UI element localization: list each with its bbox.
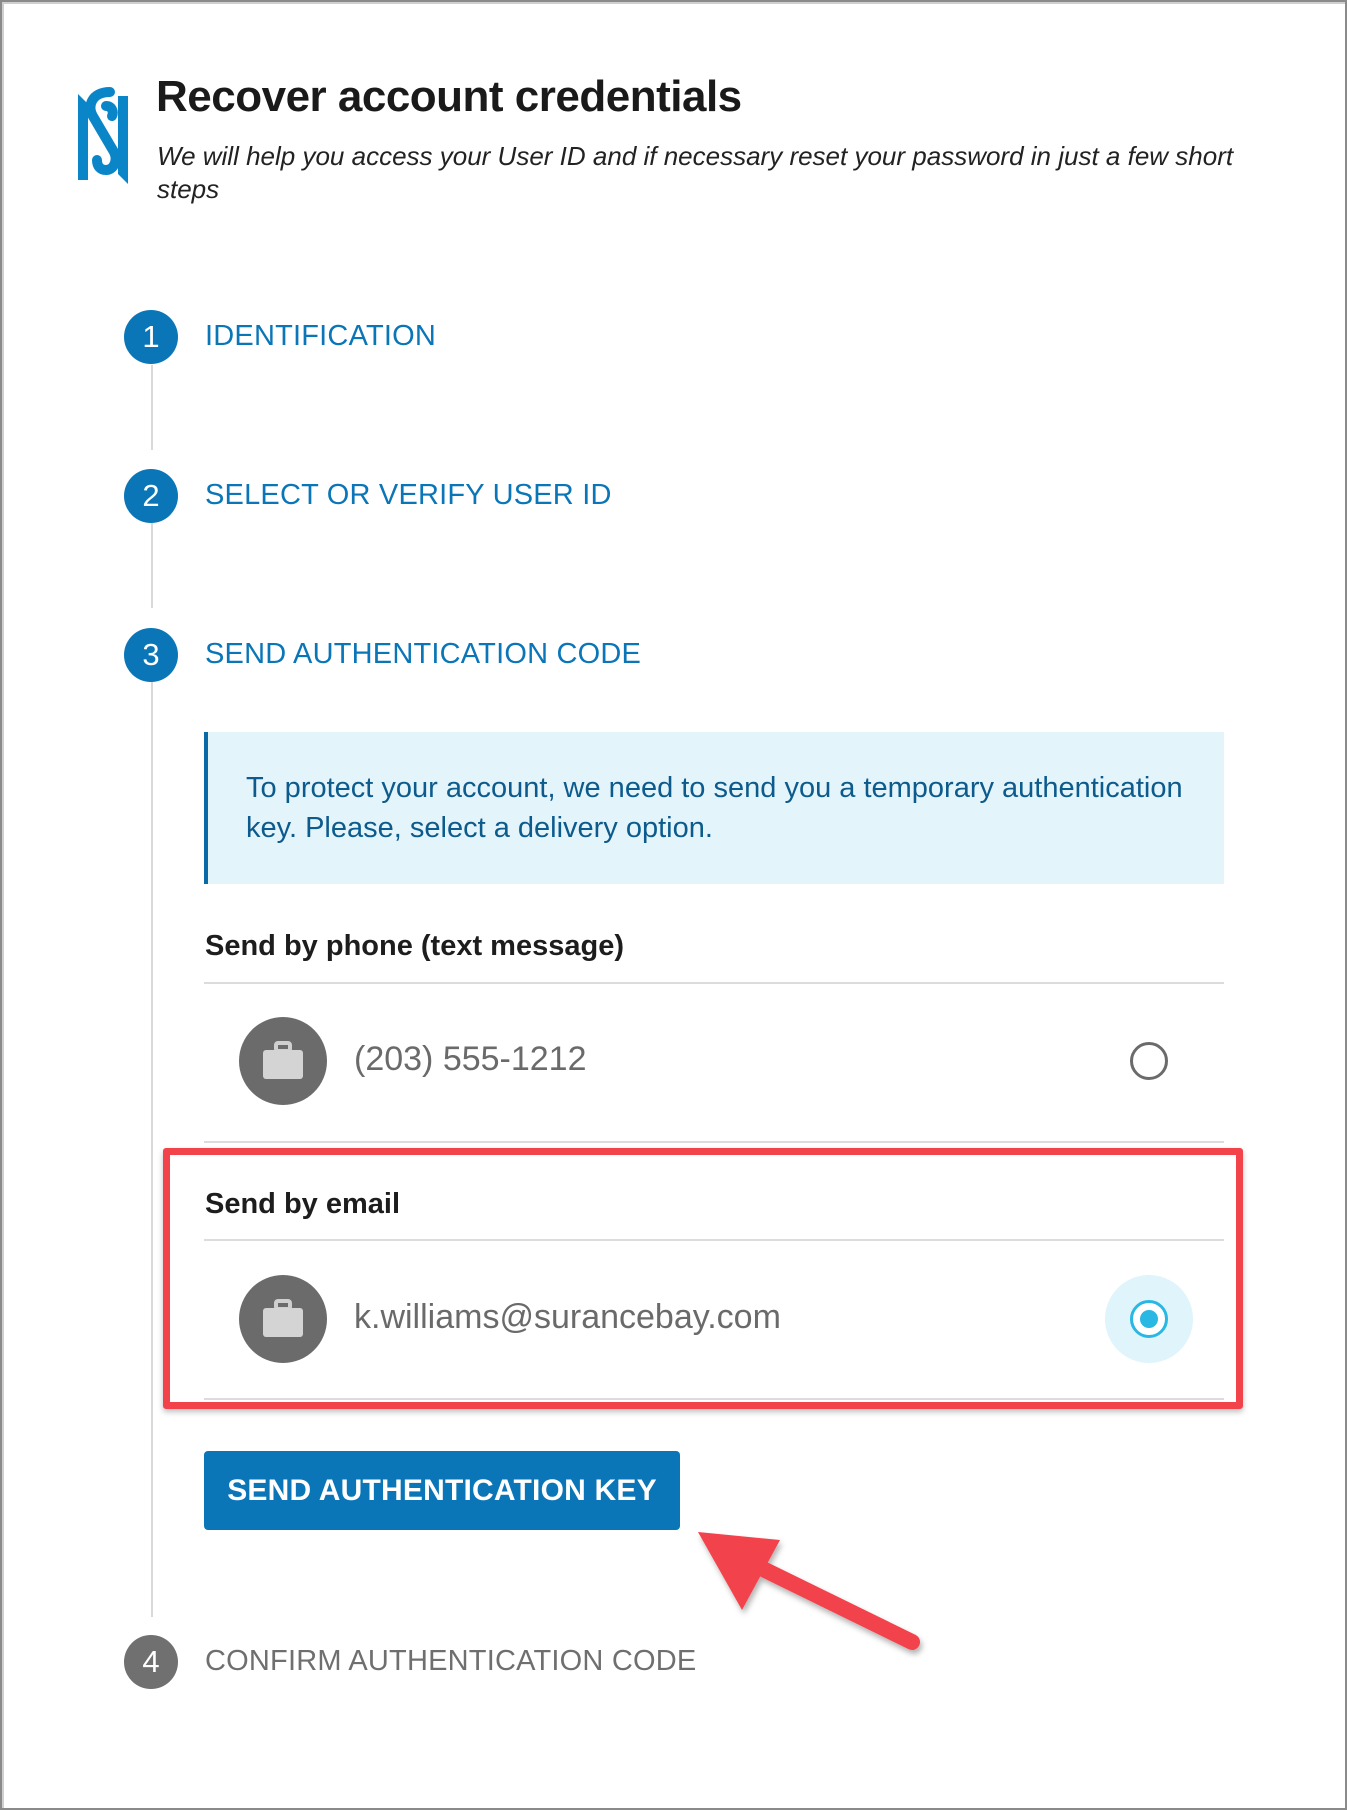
step-2-number: 2 — [124, 469, 178, 523]
annotation-highlight — [163, 1148, 1243, 1409]
email-section-title: Send by email — [205, 1188, 401, 1220]
step-4-label: CONFIRM AUTHENTICATION CODE — [205, 1645, 697, 1677]
briefcase-icon — [261, 1039, 305, 1083]
phone-avatar — [239, 1017, 327, 1105]
brand-logo-icon — [70, 82, 136, 194]
divider — [204, 982, 1224, 984]
page-title: Recover account credentials — [156, 72, 742, 121]
divider — [204, 1141, 1224, 1143]
page-subtitle: We will help you access your User ID and if necessary reset your password in just a few short steps — [157, 141, 1234, 204]
send-authentication-key-button[interactable]: SEND AUTHENTICATION KEY — [204, 1451, 680, 1530]
step-3-label: SEND AUTHENTICATION CODE — [205, 638, 642, 670]
step-4-number: 4 — [124, 1635, 178, 1689]
stepper-connector — [151, 523, 153, 608]
phone-number: (203) 555-1212 — [354, 1040, 587, 1078]
red-arrow-icon — [690, 1520, 930, 1670]
phone-radio[interactable] — [1130, 1042, 1168, 1080]
step-2-label[interactable]: SELECT OR VERIFY USER ID — [205, 479, 612, 511]
step-3-number: 3 — [124, 628, 178, 682]
info-message: To protect your account, we need to send you a temporary authentication key. Please, select a delivery option. — [204, 732, 1224, 884]
step-1-label[interactable]: IDENTIFICATION — [205, 320, 437, 352]
step-1-number: 1 — [124, 310, 178, 364]
email-address: k.williams@surancebay.com — [354, 1298, 781, 1336]
phone-section-title: Send by phone (text message) — [205, 930, 624, 962]
stepper-connector — [151, 365, 153, 450]
stepper-connector — [151, 682, 153, 1617]
